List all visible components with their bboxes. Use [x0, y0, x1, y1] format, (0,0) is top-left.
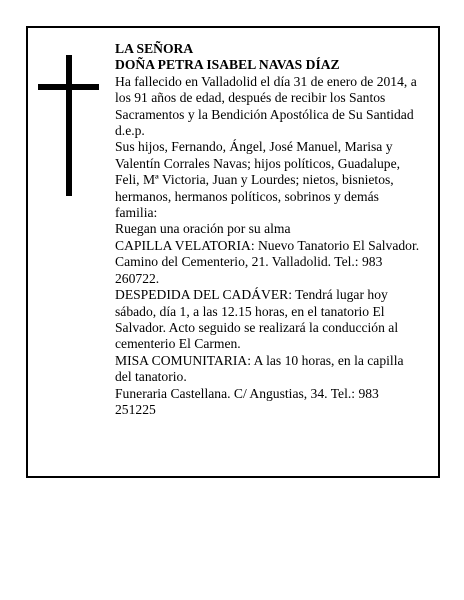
deceased-name: DOÑA PETRA ISABEL NAVAS DÍAZ — [115, 57, 340, 73]
cross-icon-bar — [38, 84, 99, 90]
cross-icon — [66, 55, 72, 196]
prayer-request: Ruegan una oración por su alma — [115, 221, 291, 237]
death-announcement: Ha fallecido en Valladolid el día 31 de enero de 2014, a los 91 años de edad, después de recibir los Santos Sacramentos y la Bendición Apostólica de Su Santidad d.e.p. — [115, 73, 417, 139]
obituary-text — [115, 41, 423, 418]
farewell-info: DESPEDIDA DEL CADÁVER: Tendrá lugar hoy sábado, día 1, a las 12.15 horas, en el tanatorio El Salvador. Acto seguido se realizará la conducción al cementerio El Carmen. — [115, 287, 399, 352]
chapel-info: CAPILLA VELATORIA: Nuevo Tanatorio El Salvador. Camino del Cementerio, 21. Valladolid. Tel.: 983 260722. — [115, 237, 420, 286]
mass-info: MISA COMUNITARIA: A las 10 horas, en la capilla del tanatorio. — [115, 352, 404, 385]
funeral-home-info: Funeraria Castellana. C/ Angustias, 34. Tel.: 983 251225 — [115, 385, 379, 417]
heading: LA SEÑORA — [115, 41, 194, 56]
family-list: Sus hijos, Fernando, Ángel, José Manuel, Marisa y Valentín Corrales Navas; hijos políticos, Guadalupe, Feli, Mª Victoria, Juan y Lourdes; nietos, bisnietos, hermanos, hermanos políticos, sobrinos y demás familia: — [115, 139, 401, 221]
